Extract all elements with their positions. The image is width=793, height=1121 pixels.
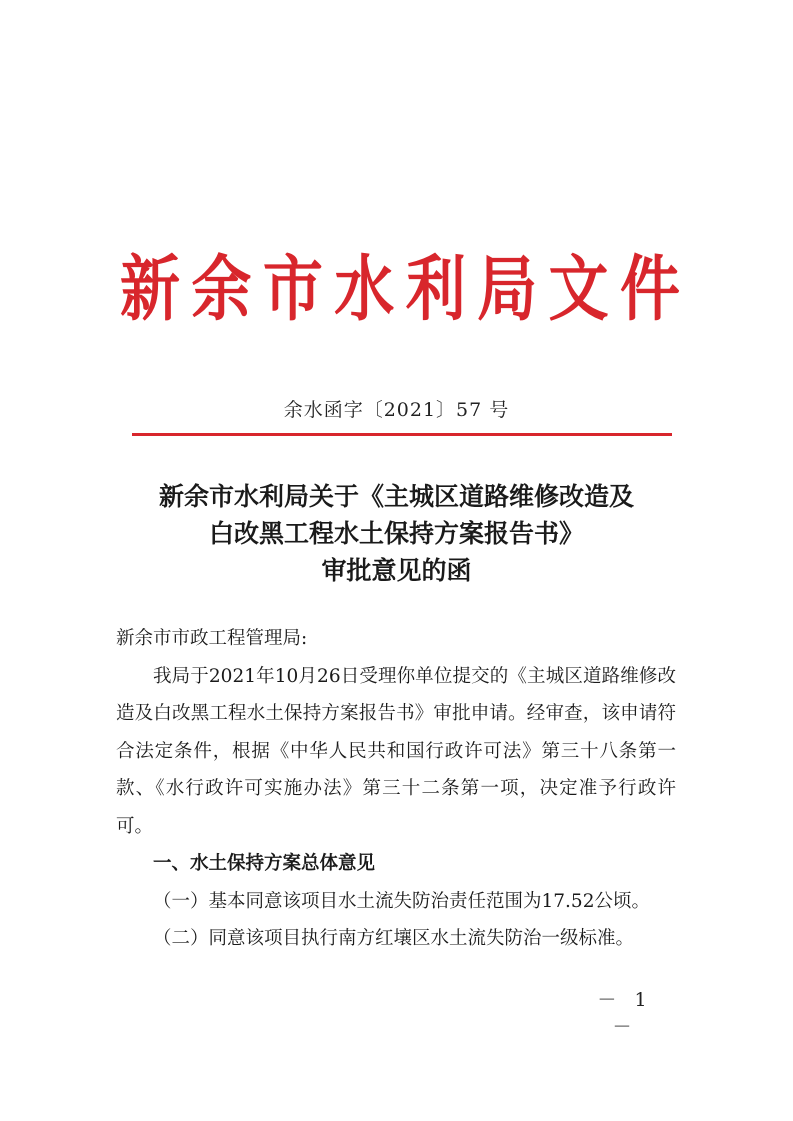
list-item: （一）基本同意该项目水土流失防治责任范围为17.52公顷。	[153, 890, 650, 912]
org-header-char: 水	[334, 248, 395, 332]
title-line: 新余市水利局关于《主城区道路维修改造及	[158, 482, 634, 511]
org-header-char: 新	[120, 248, 180, 332]
list-item: （二）同意该项目执行南方红壤区水土流失防治一级标准。	[153, 928, 635, 949]
red-divider-line	[132, 433, 672, 436]
org-header-char: 文	[548, 248, 609, 332]
addressee: 新余市市政工程管理局:	[116, 628, 308, 649]
org-header-char: 件	[619, 248, 680, 332]
document-number: 余水函字〔2021〕57 号	[283, 399, 510, 421]
title-line: 审批意见的函	[321, 556, 472, 585]
body-paragraph: 我局于2021年10月26日受理你单位提交的《主城区道路维修改造及白改黑工程水土保持方案报告书》审批申请。经审查，该申请符合法定条件，根据《中华人民共和国行政许可法》第三十八条第一款、《水行政许可实施办法》第三十二条第一项，决定准予行政许可。	[116, 665, 676, 837]
org-header-red	[120, 250, 680, 330]
title-line: 白改黑工程水土保持方案报告书》	[208, 519, 584, 548]
document-title	[0, 478, 793, 589]
org-header-char: 余	[191, 248, 252, 332]
org-header-char: 利	[405, 248, 466, 332]
org-header-char: 市	[262, 248, 323, 332]
page-number: － 1 －	[597, 989, 653, 1038]
org-header-char: 局	[477, 248, 538, 332]
document-body	[116, 620, 676, 958]
section-heading: 一、水土保持方案总体意见	[153, 853, 376, 874]
